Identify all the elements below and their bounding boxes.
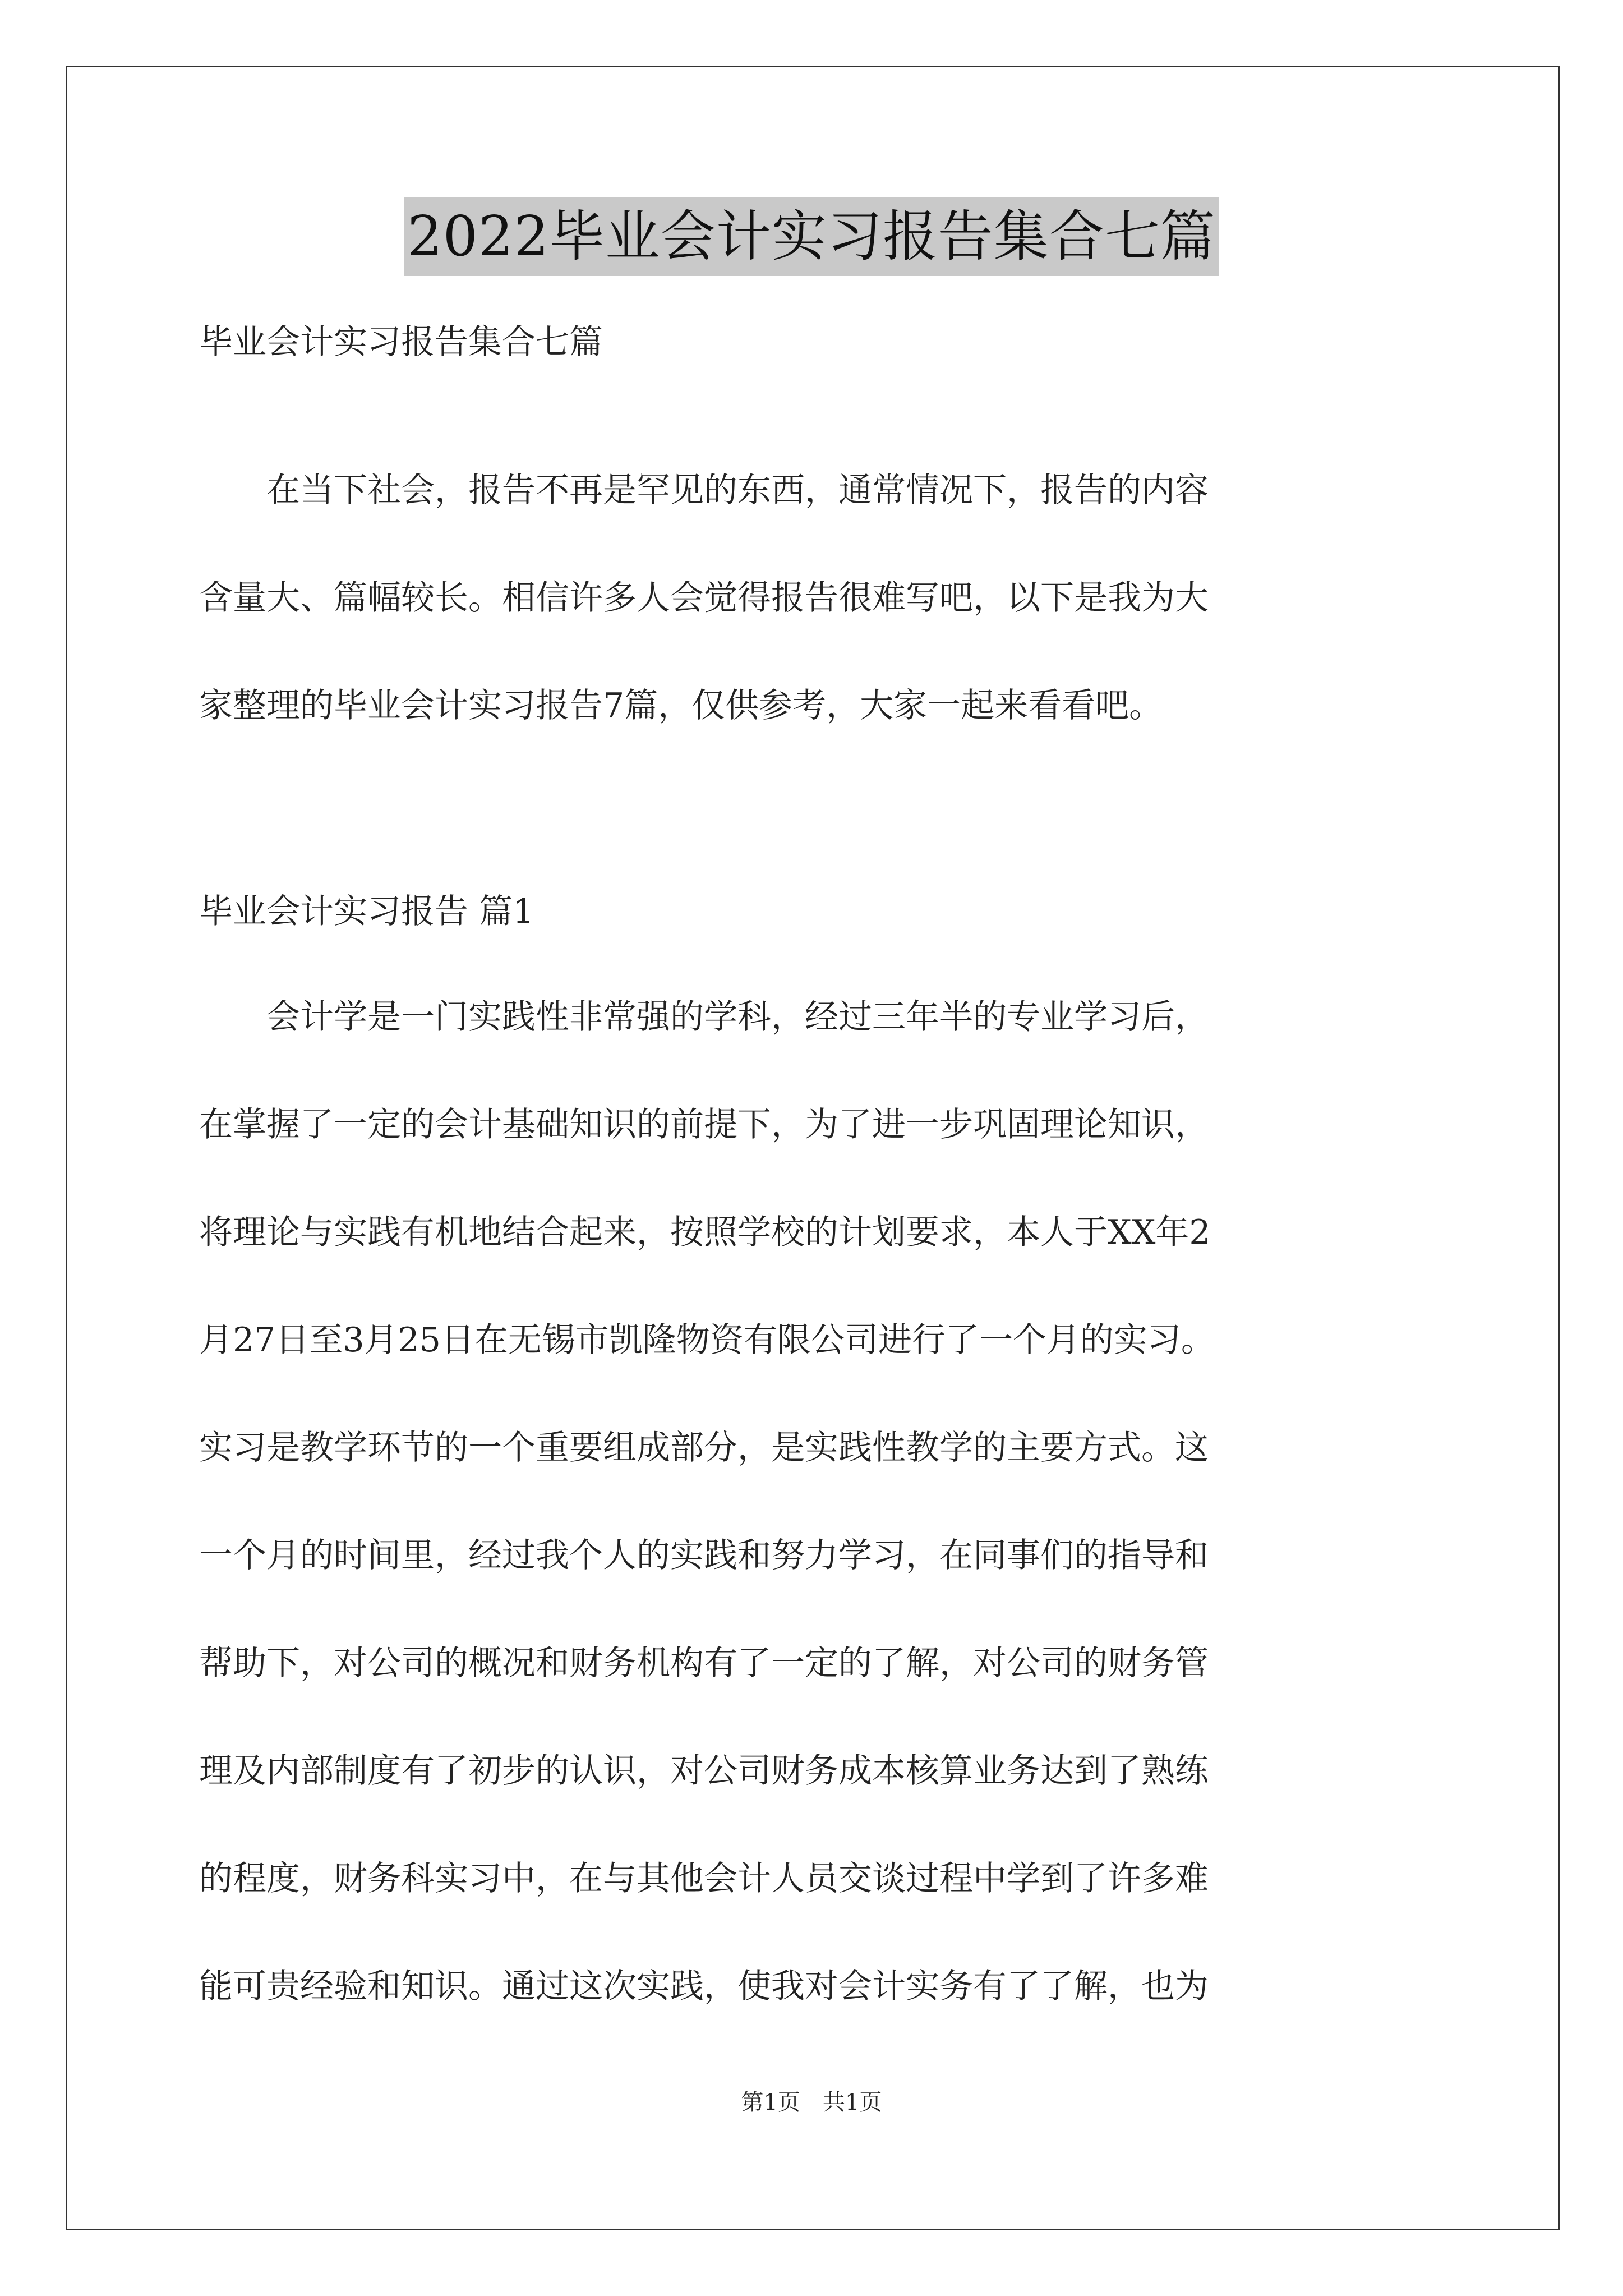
- intro-line: 家整理的毕业会计实习报告7篇，仅供参考，大家一起来看看吧。: [199, 686, 1163, 725]
- body-line: 的程度，财务科实习中，在与其他会计人员交谈过程中学到了许多难: [199, 1859, 1209, 1898]
- body-line: 会计学是一门实践性非常强的学科，经过三年半的专业学习后，: [266, 997, 1209, 1037]
- intro-line: 在当下社会，报告不再是罕见的东西，通常情况下，报告的内容: [266, 471, 1209, 510]
- body-line: 帮助下，对公司的概况和财务机构有了一定的了解，对公司的财务管: [199, 1644, 1209, 1683]
- intro-paragraph: [199, 436, 1433, 760]
- intro-line: 含量大、篇幅较长。相信许多人会觉得报告很难写吧，以下是我为大: [199, 578, 1209, 618]
- section1-paragraph: [199, 963, 1433, 2040]
- body-line: 在掌握了一定的会计基础知识的前提下，为了进一步巩固理论知识，: [199, 1105, 1209, 1144]
- section-heading: 毕业会计实习报告 篇1: [199, 892, 534, 931]
- body-line: 能可贵经验和知识。通过这次实践，使我对会计实务有了了解，也为: [199, 1967, 1209, 2006]
- body-line: 一个月的时间里，经过我个人的实践和努力学习，在同事们的指导和: [199, 1536, 1209, 1575]
- title-container: [0, 197, 1623, 276]
- body-line: 理及内部制度有了初步的认识，对公司财务成本核算业务达到了熟练: [199, 1751, 1209, 1791]
- body-line: 实习是教学环节的一个重要组成部分，是实践性教学的主要方式。这: [199, 1428, 1209, 1467]
- page-footer: 第1页 共1页: [741, 2090, 882, 2115]
- document-title: 2022毕业会计实习报告集合七篇: [404, 197, 1219, 276]
- document-subtitle: 毕业会计实习报告集合七篇: [199, 323, 603, 362]
- body-line: 将理论与实践有机地结合起来，按照学校的计划要求，本人于XX年2: [199, 1213, 1211, 1252]
- body-line: 月27日至3月25日在无锡市凯隆物资有限公司进行了一个月的实习。: [199, 1320, 1215, 1360]
